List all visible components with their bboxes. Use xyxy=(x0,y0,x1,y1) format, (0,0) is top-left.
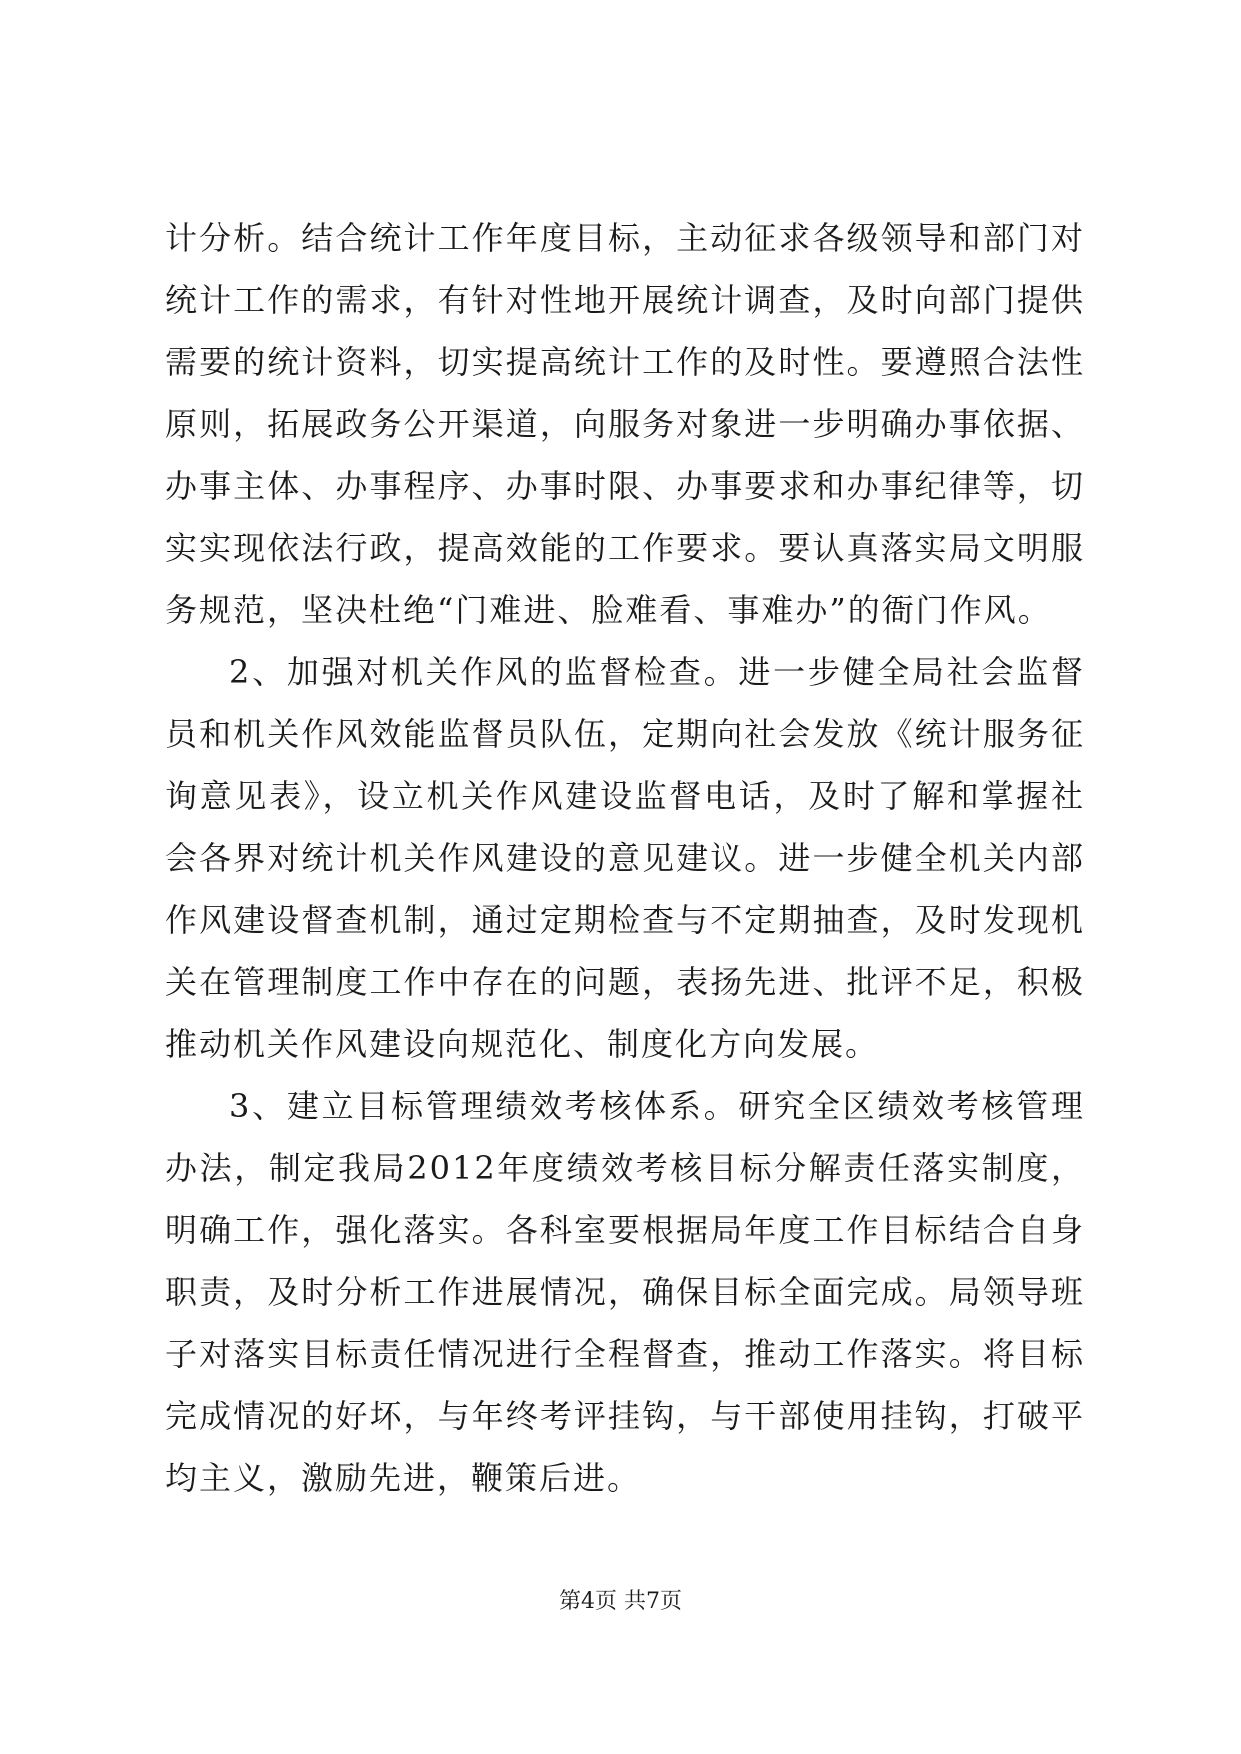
page-footer xyxy=(0,1584,1241,1615)
paragraph-item-2: 2、加强对机关作风的监督检查。进一步健全局社会监督员和机关作风效能监督员队伍，定期向社会发放《统计服务征询意见表》，设立机关作风建设监督电话，及时了解和掌握社会各界对统计机关作风建设的意见建议。进一步健全机关内部作风建设督查机制，通过定期检查与不定期抽查，及时发现机关在管理制度工作中存在的问题，表扬先进、批评不足，积极推动机关作风建设向规范化、制度化方向发展。 xyxy=(165,653,1085,1063)
page-number-label: 第4页 共7页 xyxy=(559,1589,682,1614)
paragraph-item-3: 3、建立目标管理绩效考核体系。研究全区绩效考核管理办法，制定我局2012年度绩效考核目标分解责任落实制度，明确工作，强化落实。各科室要根据局年度工作目标结合自身职责，及时分析工作进展情况，确保目标全面完成。局领导班子对落实目标责任情况进行全程督查，推动工作落实。将目标完成情况的好坏，与年终考评挂钩，与干部使用挂钩，打破平均主义，激励先进，鞭策后进。 xyxy=(165,1087,1085,1497)
document-body xyxy=(165,207,1085,1509)
paragraph-continuation: 计分析。结合统计工作年度目标，主动征求各级领导和部门对统计工作的需求，有针对性地开展统计调查，及时向部门提供需要的统计资料，切实提高统计工作的及时性。要遵照合法性原则，拓展政务公开渠道，向服务对象进一步明确办事依据、办事主体、办事程序、办事时限、办事要求和办事纪律等，切实实现依法行政，提高效能的工作要求。要认真落实局文明服务规范，坚决杜绝“门难进、脸难看、事难办”的衙门作风。 xyxy=(165,219,1085,629)
